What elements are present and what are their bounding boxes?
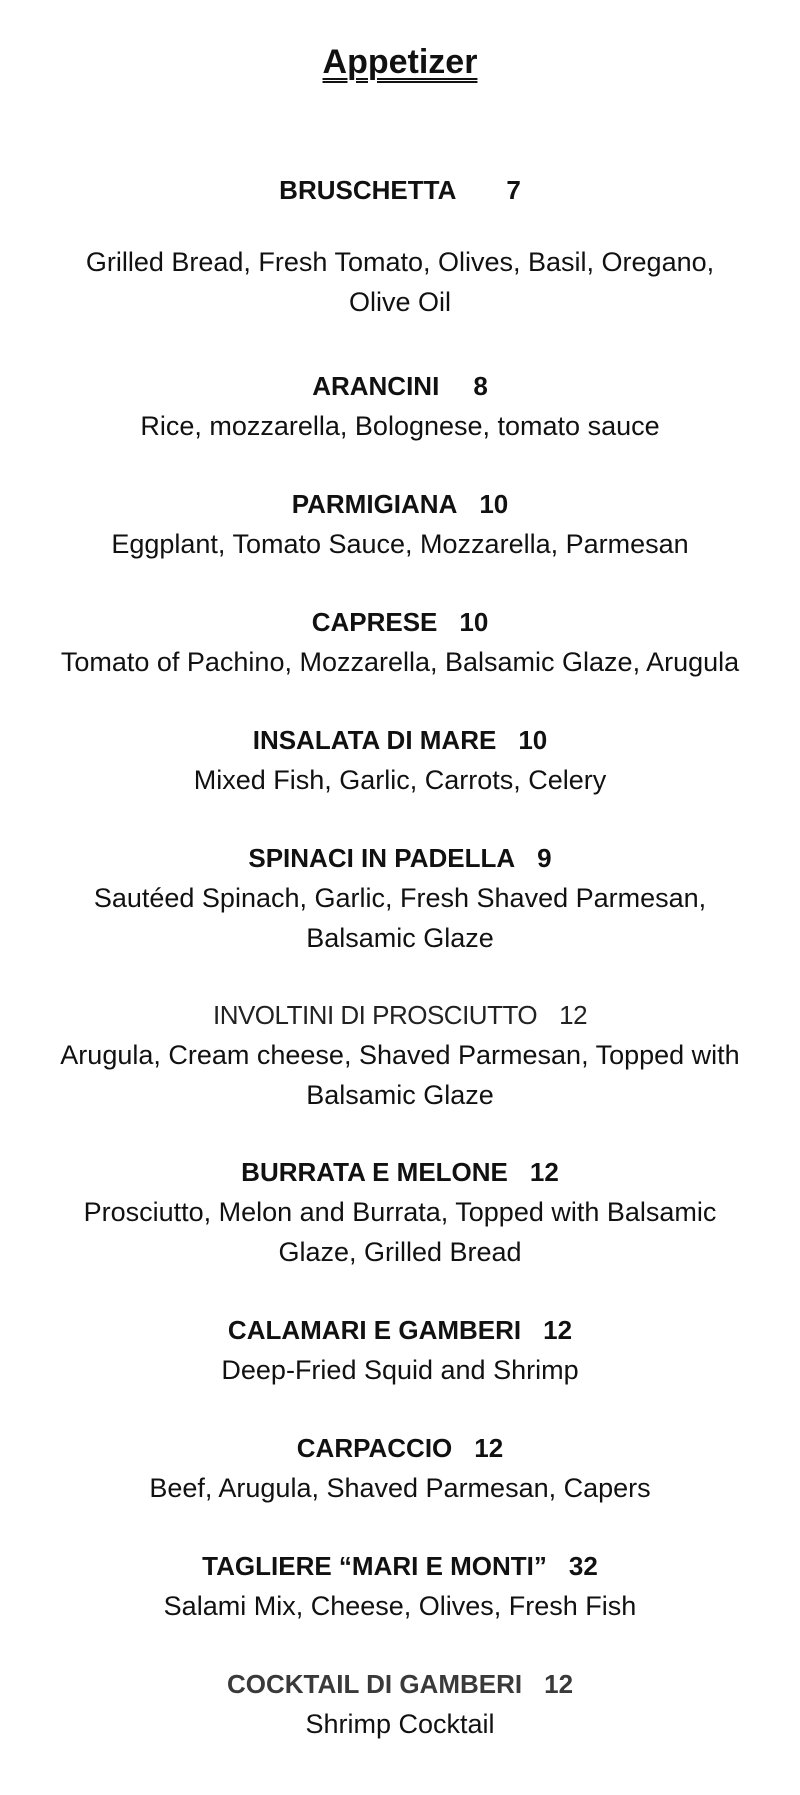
menu-item-name: INVOLTINI DI PROSCIUTTO [212, 1000, 538, 1030]
menu-item-price: 32 [568, 1551, 598, 1581]
menu-item-description-line: Eggplant, Tomato Sauce, Mozzarella, Parmesan [111, 529, 689, 559]
menu-item-name-row [0, 1664, 800, 1704]
menu-item-parmigiana [0, 484, 800, 564]
menu-item-price: 12 [474, 1433, 504, 1463]
menu-item-description [0, 760, 800, 800]
menu-item-name: ARANCINI [312, 371, 440, 401]
menu-item-name: COCKTAIL DI GAMBERI [226, 1669, 523, 1699]
menu-item-price: 9 [537, 843, 552, 873]
menu-item-description-line: Glaze, Grilled Bread [278, 1237, 522, 1267]
menu-item-description-line: Beef, Arugula, Shaved Parmesan, Capers [149, 1473, 651, 1503]
menu-item-name: INSALATA DI MARE [252, 725, 497, 755]
menu-item-spinaci-in-padella [0, 838, 800, 958]
menu-item-name: TAGLIERE “MARI E MONTI” [202, 1551, 547, 1581]
menu-item-description [0, 1035, 800, 1115]
menu-item-price: 12 [543, 1315, 573, 1345]
menu-item-name: SPINACI IN PADELLA [248, 843, 516, 873]
menu-item-insalata-di-mare [0, 720, 800, 800]
menu-item-name-row [0, 838, 800, 878]
menu-item-description-line: Tomato of Pachino, Mozzarella, Balsamic Glaze, Arugula [60, 647, 740, 677]
menu-item-description-line: Balsamic Glaze [306, 923, 494, 953]
menu-item-name: BURRATA E MELONE [241, 1157, 508, 1187]
menu-item-description [0, 1192, 800, 1272]
menu-item-description-line: Grilled Bread, Fresh Tomato, Olives, Basil, Oregano, [85, 247, 715, 277]
page-title-text: Appetizer [322, 43, 478, 81]
menu-item-description-line: Sautéed Spinach, Garlic, Fresh Shaved Parmesan, [93, 883, 707, 913]
menu-item-name-row [0, 170, 800, 210]
menu-item-name-row [0, 995, 800, 1035]
menu-item-description-line: Shrimp Cocktail [305, 1709, 495, 1739]
menu-item-name: CARPACCIO [296, 1433, 453, 1463]
menu-item-name: BRUSCHETTA [279, 175, 457, 205]
menu-item-description-line: Mixed Fish, Garlic, Carrots, Celery [193, 765, 607, 795]
menu-item-description-line: Deep-Fried Squid and Shrimp [221, 1355, 579, 1385]
menu-item-price: 10 [479, 489, 509, 519]
menu-item-description [0, 878, 800, 958]
menu-item-description-line: Balsamic Glaze [306, 1080, 494, 1110]
menu-item-name: CALAMARI E GAMBERI [227, 1315, 522, 1345]
menu-item-name-row [0, 1152, 800, 1192]
menu-item-name-row [0, 1310, 800, 1350]
menu-item-name-row [0, 1546, 800, 1586]
menu-item-involtini-di-prosciutto [0, 995, 800, 1115]
menu-item-bruschetta [0, 170, 800, 322]
menu-item-price: 12 [544, 1669, 574, 1699]
menu-item-caprese [0, 602, 800, 682]
menu-item-description-line: Salami Mix, Cheese, Olives, Fresh Fish [163, 1591, 637, 1621]
menu-item-arancini [0, 366, 800, 446]
menu-item-calamari-e-gamberi [0, 1310, 800, 1390]
menu-item-description [0, 642, 800, 682]
menu-item-name: CAPRESE [311, 607, 438, 637]
menu-item-description-line: Rice, mozzarella, Bolognese, tomato sauce [140, 411, 660, 441]
menu-item-price: 7 [506, 175, 521, 205]
menu-item-name-row [0, 366, 800, 406]
page-title [0, 42, 800, 82]
menu-item-name-row [0, 602, 800, 642]
menu-item-price: 8 [473, 371, 488, 401]
menu-item-tagliere-mari-e-monti [0, 1546, 800, 1626]
menu-item-description [0, 1468, 800, 1508]
menu-item-carpaccio [0, 1428, 800, 1508]
menu-item-name-row [0, 720, 800, 760]
menu-item-price: 12 [529, 1157, 559, 1187]
menu-item-description-line: Olive Oil [348, 287, 451, 317]
menu-item-name-row [0, 484, 800, 524]
menu-item-name: PARMIGIANA [291, 489, 458, 519]
menu-item-price: 12 [559, 1000, 588, 1030]
menu-item-name-row [0, 1428, 800, 1468]
menu-item-cocktail-di-gamberi [0, 1664, 800, 1744]
menu-item-description [0, 406, 800, 446]
menu-item-description [0, 1586, 800, 1626]
menu-item-price: 10 [459, 607, 489, 637]
menu-item-description [0, 242, 800, 322]
menu-item-description-line: Prosciutto, Melon and Burrata, Topped with Balsamic [83, 1197, 717, 1227]
menu-item-burrata-e-melone [0, 1152, 800, 1272]
menu-item-description [0, 1704, 800, 1744]
menu-item-price: 10 [518, 725, 548, 755]
menu-item-description-line: Arugula, Cream cheese, Shaved Parmesan, Topped with [60, 1040, 740, 1070]
menu-item-description [0, 1350, 800, 1390]
menu-item-description [0, 524, 800, 564]
